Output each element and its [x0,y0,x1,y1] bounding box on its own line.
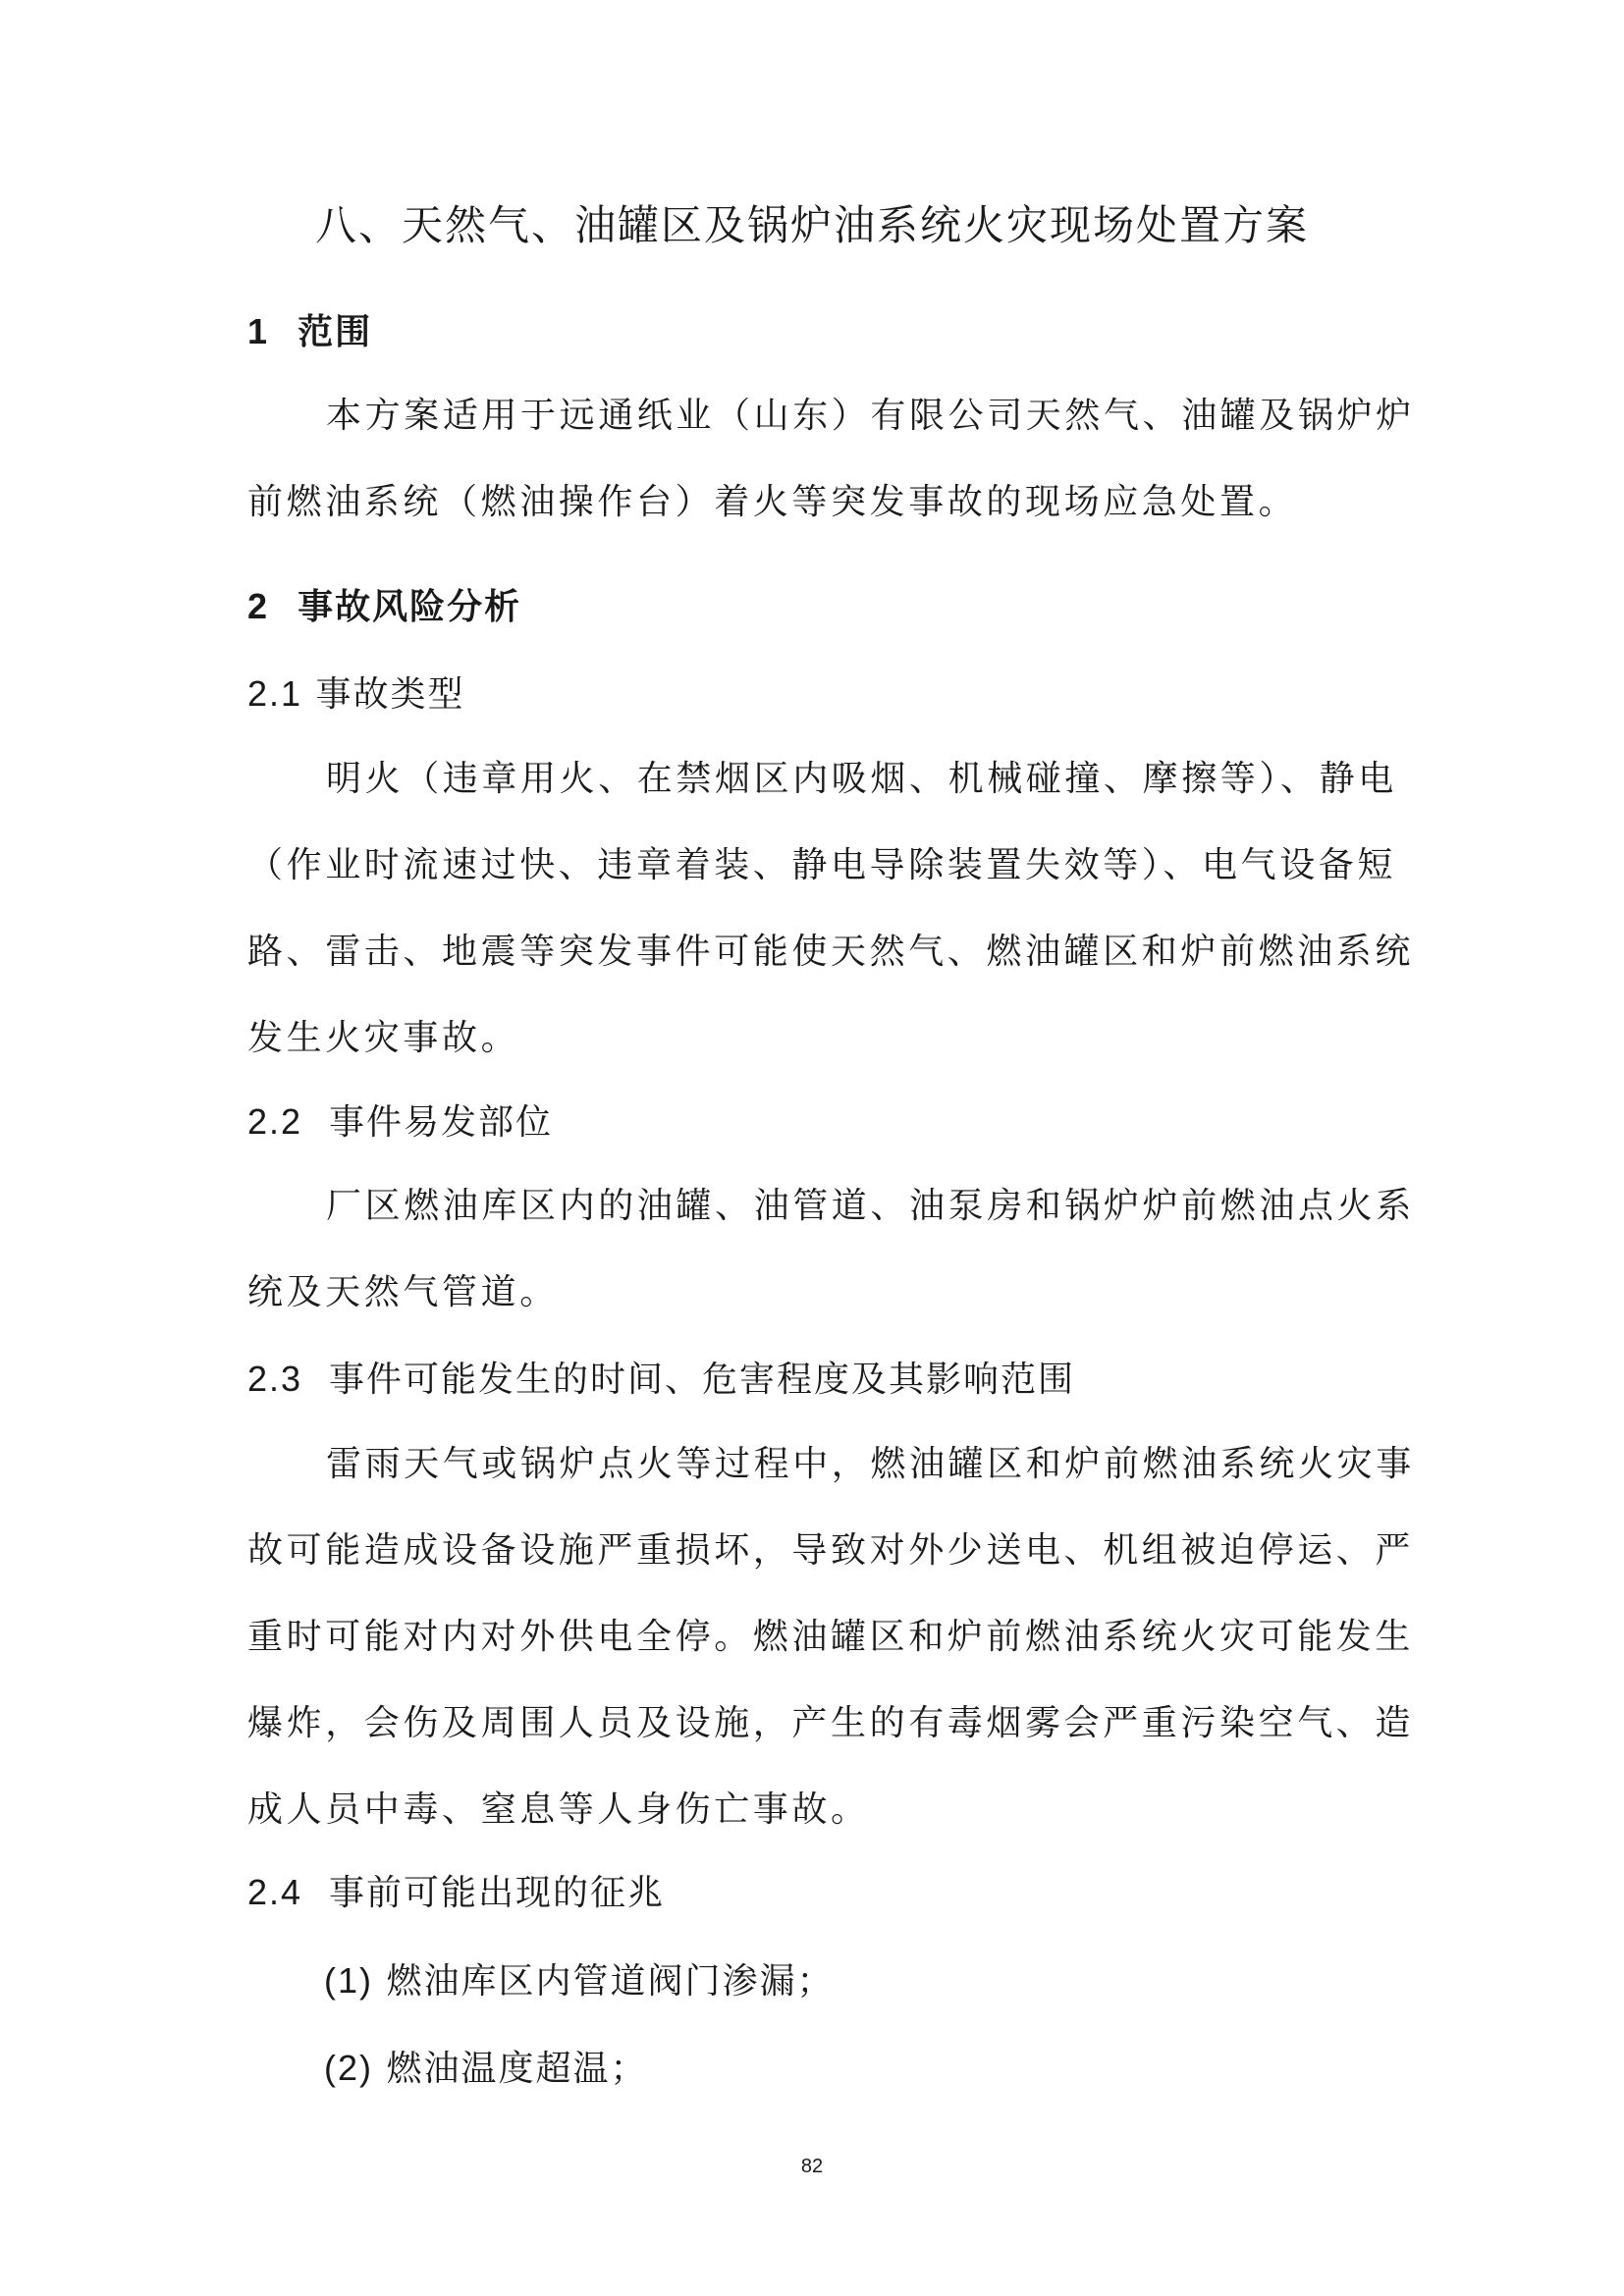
subsection-title: 事前可能出现的征兆 [328,1873,665,1913]
paragraph-line: 前燃油系统（燃油操作台）着火等突发事故的现场应急处置。 [247,482,1298,522]
paragraph-accident-types [247,736,1415,1082]
paragraph-line: 本方案适用于远通纸业（山东）有限公司天然气、油罐及锅炉炉 [326,396,1415,436]
section-title: 范围 [298,311,373,352]
section-title: 事故风险分析 [298,586,522,627]
subsection-number: 2.3 [247,1359,303,1399]
subsection-heading-2-1 [247,669,465,720]
list-marker: (2) [324,2048,373,2088]
paragraph-line: 发生火灾事故。 [247,1018,520,1058]
paragraph-line: 明火（违章用火、在禁烟区内吸烟、机械碰撞、摩擦等）、静电 [326,759,1397,799]
subsection-number: 2.1 [247,673,303,714]
paragraph-line: 厂区燃油库区内的油罐、油管道、油泵房和锅炉炉前燃油点火系 [326,1186,1415,1226]
paragraph-line: 路、雷击、地震等突发事件可能使天然气、燃油罐区和炉前燃油系统 [247,932,1415,972]
paragraph-line: （作业时流速过快、违章着装、静电导除装置失效等）、电气设备短 [247,845,1397,885]
list-marker: (1) [324,1960,373,2001]
list-item [324,1956,834,2006]
paragraph-timing-impact [247,1421,1415,1853]
subsection-title: 事件可能发生的时间、危害程度及其影响范围 [328,1360,1075,1400]
paragraph-line: 统及天然气管道。 [247,1272,559,1312]
section-heading-1 [247,307,372,356]
paragraph-scope [247,373,1415,546]
subsection-title: 事故类型 [315,674,465,715]
list-item [324,2044,647,2094]
section-heading-2 [247,582,521,631]
paragraph-line: 爆炸，会伤及周围人员及设施，产生的有毒烟雾会严重污染空气、造 [247,1703,1415,1743]
document-title: 八、天然气、油罐区及锅炉油系统火灾现场处置方案 [314,201,1309,249]
paragraph-line: 雷雨天气或锅炉点火等过程中，燃油罐区和炉前燃油系统火灾事 [326,1444,1415,1484]
subsection-heading-2-3 [247,1355,1075,1405]
subsection-number: 2.2 [247,1101,303,1142]
page-number: 82 [800,2156,824,2177]
section-number: 1 [247,311,270,351]
paragraph-prone-locations [247,1163,1415,1336]
subsection-heading-2-4 [247,1868,665,1918]
subsection-title: 事件易发部位 [328,1102,553,1143]
paragraph-line: 重时可能对内对外供电全停。燃油罐区和炉前燃油系统火灾可能发生 [247,1617,1415,1657]
paragraph-line: 成人员中毒、窒息等人身伤亡事故。 [247,1789,870,1830]
subsection-number: 2.4 [247,1872,303,1912]
list-text: 燃油温度超温； [386,2049,648,2089]
subsection-heading-2-2 [247,1097,553,1148]
section-number: 2 [247,586,270,626]
paragraph-line: 故可能造成设备设施严重损坏，导致对外少送电、机组被迫停运、严 [247,1530,1415,1571]
list-text: 燃油库区内管道阀门渗漏； [386,1961,835,2002]
